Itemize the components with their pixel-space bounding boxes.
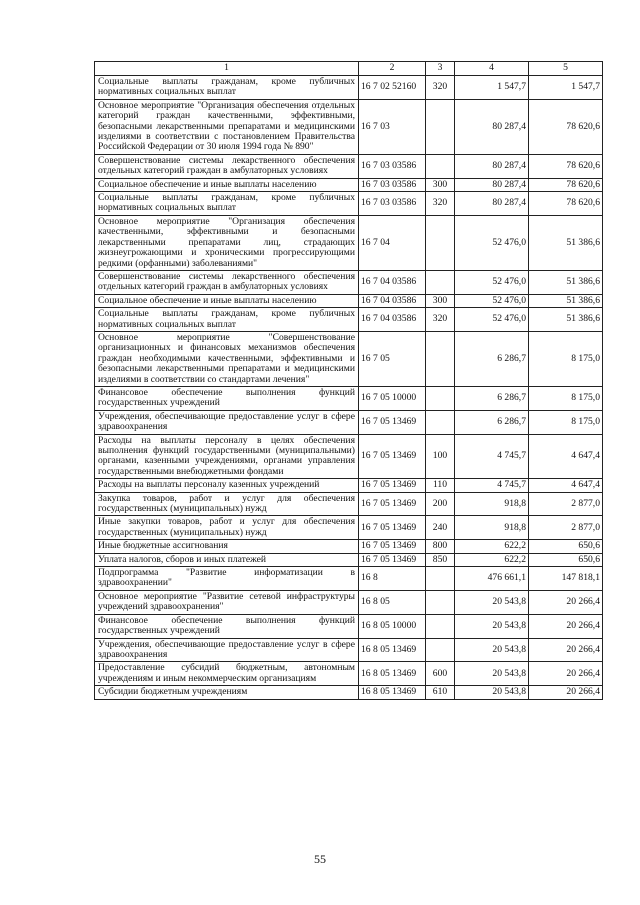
amount-year-1: 80 287,4 — [455, 154, 529, 178]
expense-type — [426, 270, 455, 294]
budget-code: 16 7 02 52160 — [359, 76, 426, 100]
budget-code: 16 8 05 13469 — [359, 638, 426, 662]
budget-code: 16 7 04 03586 — [359, 294, 426, 307]
table-row — [95, 553, 603, 566]
budget-code: 16 7 05 13469 — [359, 434, 426, 479]
amount-year-1: 20 543,8 — [455, 614, 529, 638]
table-row — [95, 686, 603, 699]
amount-year-2: 78 620,6 — [529, 154, 603, 178]
amount-year-2: 650,6 — [529, 540, 603, 553]
expense-type — [426, 99, 455, 154]
amount-year-2: 8 175,0 — [529, 331, 603, 386]
amount-year-1: 918,8 — [455, 516, 529, 540]
amount-year-2: 1 547,7 — [529, 76, 603, 100]
budget-code: 16 7 05 13469 — [359, 410, 426, 434]
row-name: Уплата налогов, сборов и иных платежей — [95, 553, 359, 566]
budget-code: 16 7 04 03586 — [359, 308, 426, 332]
page-number: 55 — [314, 852, 326, 866]
row-name: Учреждения, обеспечивающие предоставление услуг в сфере здравоохранения — [95, 410, 359, 434]
table-row — [95, 434, 603, 479]
amount-year-2: 650,6 — [529, 553, 603, 566]
amount-year-2: 20 266,4 — [529, 686, 603, 699]
budget-code: 16 7 03 03586 — [359, 178, 426, 191]
row-name: Субсидии бюджетным учреждениям — [95, 686, 359, 699]
row-name: Социальные выплаты гражданам, кроме публичных нормативных социальных выплат — [95, 192, 359, 216]
amount-year-1: 20 543,8 — [455, 590, 529, 614]
expense-type — [426, 614, 455, 638]
amount-year-1: 52 476,0 — [455, 294, 529, 307]
row-name: Социальное обеспечение и иные выплаты населению — [95, 294, 359, 307]
budget-code: 16 7 05 13469 — [359, 492, 426, 516]
amount-year-1: 1 547,7 — [455, 76, 529, 100]
amount-year-1: 52 476,0 — [455, 308, 529, 332]
amount-year-1: 20 543,8 — [455, 686, 529, 699]
table-row — [95, 215, 603, 270]
amount-year-1: 6 286,7 — [455, 410, 529, 434]
table-body — [95, 76, 603, 700]
expense-type: 110 — [426, 479, 455, 492]
budget-code: 16 7 04 — [359, 215, 426, 270]
expense-type: 100 — [426, 434, 455, 479]
budget-code: 16 7 03 03586 — [359, 192, 426, 216]
expense-type: 800 — [426, 540, 455, 553]
row-name: Социальные выплаты гражданам, кроме публичных нормативных социальных выплат — [95, 76, 359, 100]
amount-year-2: 78 620,6 — [529, 192, 603, 216]
amount-year-2: 20 266,4 — [529, 614, 603, 638]
amount-year-1: 20 543,8 — [455, 638, 529, 662]
amount-year-1: 476 661,1 — [455, 567, 529, 591]
table-row — [95, 99, 603, 154]
header-cell: 2 — [359, 62, 426, 76]
amount-year-1: 4 745,7 — [455, 479, 529, 492]
table-row — [95, 178, 603, 191]
amount-year-1: 622,2 — [455, 553, 529, 566]
amount-year-2: 20 266,4 — [529, 590, 603, 614]
header-row — [95, 62, 603, 76]
budget-code: 16 7 03 — [359, 99, 426, 154]
expense-type: 600 — [426, 662, 455, 686]
table-row — [95, 76, 603, 100]
amount-year-2: 147 818,1 — [529, 567, 603, 591]
expense-type: 320 — [426, 308, 455, 332]
budget-code: 16 8 — [359, 567, 426, 591]
row-name: Основное мероприятие "Организация обеспечения отдельных категорий граждан качественными, эффективными, безопасными лекарственными препаратами и медицинскими изделиями в соответствии с постановлением Правительства Российской Федерации от 30 июля 1994 года № 890" — [95, 99, 359, 154]
expense-type: 240 — [426, 516, 455, 540]
amount-year-2: 51 386,6 — [529, 294, 603, 307]
amount-year-2: 78 620,6 — [529, 178, 603, 191]
table-row — [95, 540, 603, 553]
row-name: Учреждения, обеспечивающие предоставление услуг в сфере здравоохранения — [95, 638, 359, 662]
table-row — [95, 410, 603, 434]
row-name: Основное мероприятие "Организация обеспечения качественными, эффективными и безопасными лекарственными препаратами лиц, страдающих жизнеугрожающими и хроническими прогрессирующими редкими (орфанными) заболеваниями" — [95, 215, 359, 270]
table-row — [95, 479, 603, 492]
budget-code: 16 7 05 13469 — [359, 553, 426, 566]
table-row — [95, 386, 603, 410]
budget-code: 16 8 05 10000 — [359, 614, 426, 638]
expense-type — [426, 567, 455, 591]
row-name: Расходы на выплаты персоналу казенных учреждений — [95, 479, 359, 492]
amount-year-2: 20 266,4 — [529, 638, 603, 662]
amount-year-2: 20 266,4 — [529, 662, 603, 686]
amount-year-2: 51 386,6 — [529, 270, 603, 294]
table-row — [95, 638, 603, 662]
budget-code: 16 7 05 13469 — [359, 540, 426, 553]
expense-type — [426, 638, 455, 662]
table-row — [95, 192, 603, 216]
amount-year-1: 80 287,4 — [455, 99, 529, 154]
amount-year-1: 6 286,7 — [455, 331, 529, 386]
expense-type: 610 — [426, 686, 455, 699]
row-name: Совершенствование системы лекарственного обеспечения отдельных категорий граждан в амбулаторных условиях — [95, 270, 359, 294]
expense-type — [426, 590, 455, 614]
expense-type — [426, 331, 455, 386]
row-name: Закупка товаров, работ и услуг для обеспечения государственных (муниципальных) нужд — [95, 492, 359, 516]
table-row — [95, 331, 603, 386]
budget-code: 16 7 05 13469 — [359, 479, 426, 492]
budget-code: 16 7 05 — [359, 331, 426, 386]
row-name: Предоставление субсидий бюджетным, автономным учреждениям и иным некоммерческим организациям — [95, 662, 359, 686]
amount-year-2: 8 175,0 — [529, 410, 603, 434]
budget-code: 16 8 05 — [359, 590, 426, 614]
expense-type — [426, 215, 455, 270]
amount-year-1: 80 287,4 — [455, 178, 529, 191]
amount-year-1: 622,2 — [455, 540, 529, 553]
expense-type: 320 — [426, 76, 455, 100]
amount-year-1: 6 286,7 — [455, 386, 529, 410]
budget-code: 16 7 05 13469 — [359, 516, 426, 540]
table-row — [95, 614, 603, 638]
row-name: Социальное обеспечение и иные выплаты населению — [95, 178, 359, 191]
amount-year-2: 2 877,0 — [529, 516, 603, 540]
budget-code: 16 7 05 10000 — [359, 386, 426, 410]
table-row — [95, 567, 603, 591]
expense-type: 320 — [426, 192, 455, 216]
amount-year-1: 52 476,0 — [455, 215, 529, 270]
header-cell: 3 — [426, 62, 455, 76]
amount-year-1: 4 745,7 — [455, 434, 529, 479]
table-row — [95, 154, 603, 178]
row-name: Совершенствование системы лекарственного обеспечения отдельных категорий граждан в амбулаторных условиях — [95, 154, 359, 178]
row-name: Подпрограмма "Развитие информатизации в здравоохранении" — [95, 567, 359, 591]
table-row — [95, 492, 603, 516]
table-row — [95, 270, 603, 294]
amount-year-1: 20 543,8 — [455, 662, 529, 686]
expense-type: 850 — [426, 553, 455, 566]
header-cell: 4 — [455, 62, 529, 76]
expense-type: 300 — [426, 294, 455, 307]
amount-year-1: 80 287,4 — [455, 192, 529, 216]
expense-type — [426, 410, 455, 434]
expense-type: 200 — [426, 492, 455, 516]
budget-code: 16 7 04 03586 — [359, 270, 426, 294]
budget-code: 16 8 05 13469 — [359, 662, 426, 686]
row-name: Финансовое обеспечение выполнения функций государственных учреждений — [95, 614, 359, 638]
table-row — [95, 308, 603, 332]
expense-type: 300 — [426, 178, 455, 191]
amount-year-1: 52 476,0 — [455, 270, 529, 294]
row-name: Иные бюджетные ассигнования — [95, 540, 359, 553]
row-name: Основное мероприятие "Развитие сетевой инфраструктуры учреждений здравоохранения" — [95, 590, 359, 614]
table-row — [95, 294, 603, 307]
header-cell: 5 — [529, 62, 603, 76]
table-row — [95, 662, 603, 686]
amount-year-2: 8 175,0 — [529, 386, 603, 410]
row-name: Финансовое обеспечение выполнения функций государственных учреждений — [95, 386, 359, 410]
row-name: Иные закупки товаров, работ и услуг для обеспечения государственных (муниципальных) нужд — [95, 516, 359, 540]
amount-year-2: 2 877,0 — [529, 492, 603, 516]
table-row — [95, 516, 603, 540]
amount-year-2: 51 386,6 — [529, 215, 603, 270]
budget-code: 16 7 03 03586 — [359, 154, 426, 178]
expense-type — [426, 154, 455, 178]
budget-table — [94, 61, 603, 700]
amount-year-2: 78 620,6 — [529, 99, 603, 154]
budget-code: 16 8 05 13469 — [359, 686, 426, 699]
header-cell: 1 — [95, 62, 359, 76]
row-name: Расходы на выплаты персоналу в целях обеспечения выполнения функций государственными (муниципальными) органами, казенными учреждениями, органами управления государственными внебюджетными фондами — [95, 434, 359, 479]
amount-year-2: 51 386,6 — [529, 308, 603, 332]
amount-year-1: 918,8 — [455, 492, 529, 516]
table-row — [95, 590, 603, 614]
expense-type — [426, 386, 455, 410]
amount-year-2: 4 647,4 — [529, 479, 603, 492]
row-name: Основное мероприятие "Совершенствование организационных и финансовых механизмов обеспечения граждан необходимыми качественными, эффективными и безопасными лекарственными препаратами и медицинскими изделиями в соответствии со стандартами лечения" — [95, 331, 359, 386]
row-name: Социальные выплаты гражданам, кроме публичных нормативных социальных выплат — [95, 308, 359, 332]
amount-year-2: 4 647,4 — [529, 434, 603, 479]
